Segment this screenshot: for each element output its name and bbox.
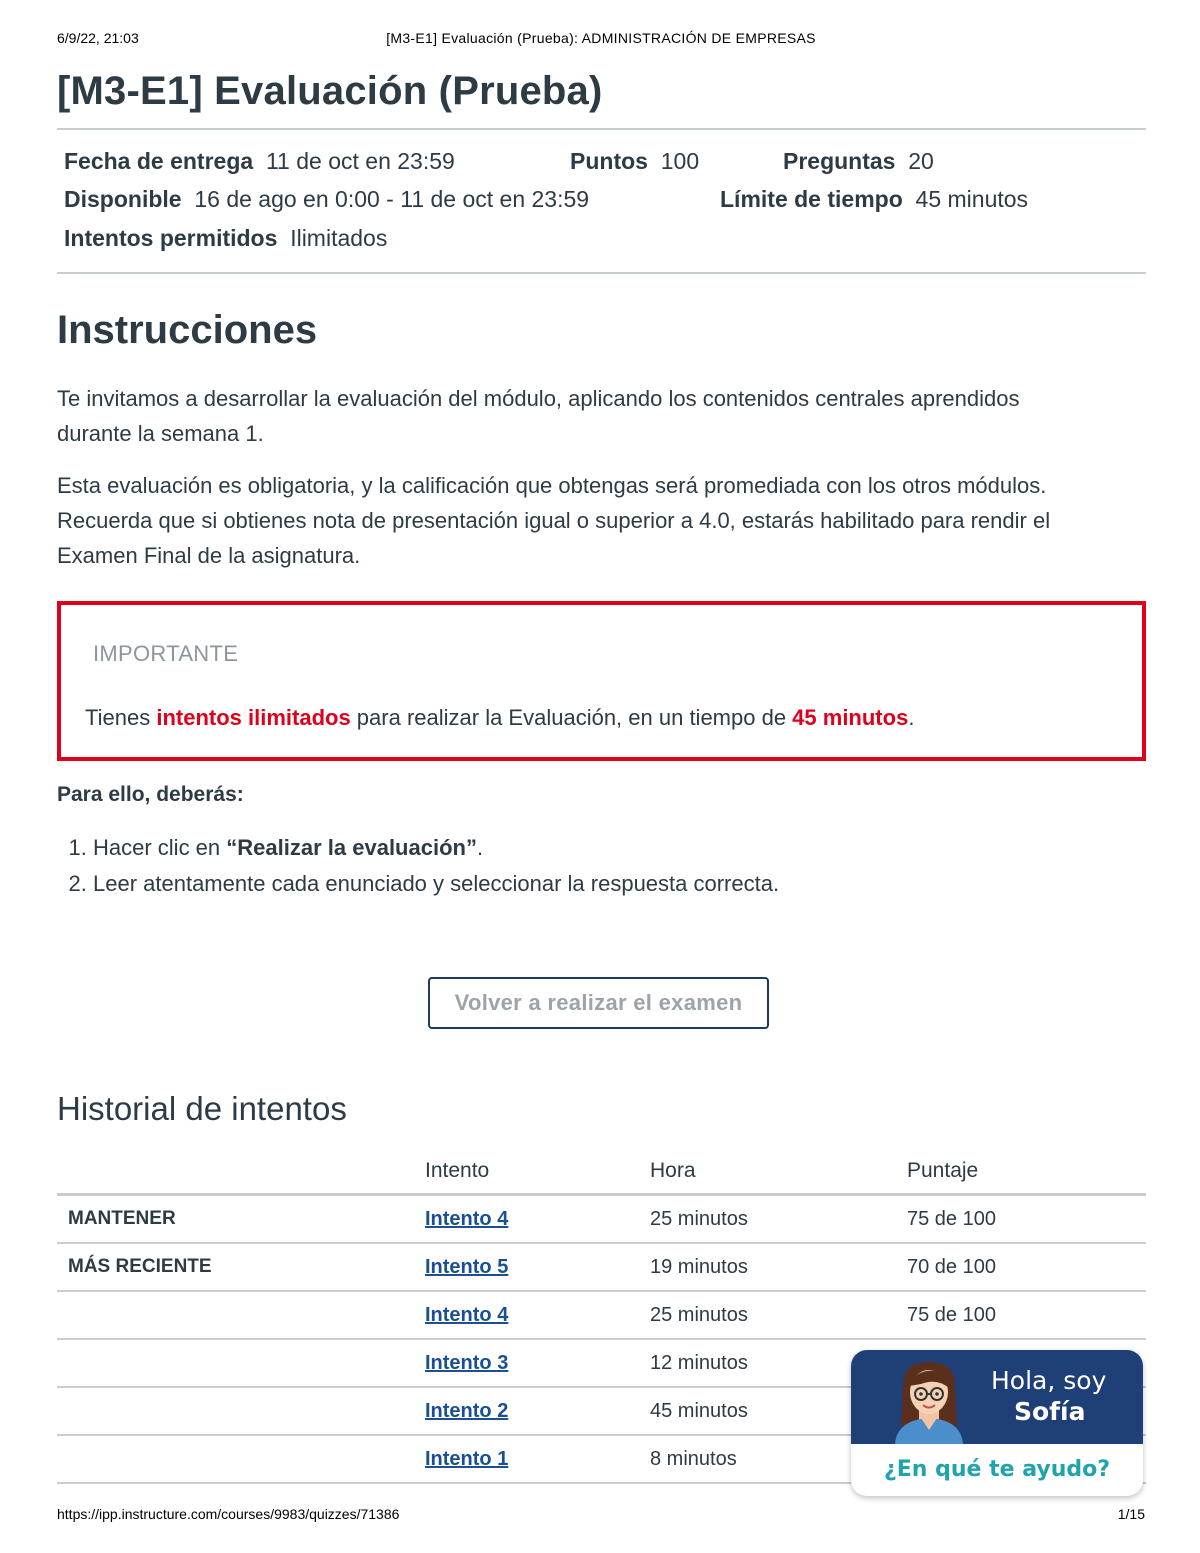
attempts-label: Intentos permitidos <box>64 225 278 251</box>
time-cell: 45 minutos <box>650 1387 907 1435</box>
time-cell: 19 minutos <box>650 1243 907 1291</box>
due-date <box>64 148 455 175</box>
list-item <box>93 830 779 866</box>
questions <box>783 148 934 175</box>
important-notice <box>57 601 1146 761</box>
attempt-cell <box>425 1339 650 1387</box>
due-label: Fecha de entrega <box>64 148 254 174</box>
paragraph-line: Examen Final de la asignatura. <box>57 543 361 568</box>
chat-help-prompt[interactable]: ¿En qué te ayudo? <box>884 1457 1110 1482</box>
questions-value: 20 <box>908 148 934 174</box>
attempts-value: Ilimitados <box>290 225 388 251</box>
steps-intro: Para ello, deberás: <box>57 783 244 806</box>
points-value: 100 <box>660 148 700 174</box>
quiz-details <box>57 130 1146 272</box>
column-header: Hora <box>650 1149 907 1195</box>
attempt-history-heading: Historial de intentos <box>57 1090 347 1127</box>
paragraph-line: Recuerda que si obtienes nota de presentación igual o superior a 4.0, estarás habilitado para rendir el <box>57 508 1051 533</box>
important-highlight-time: 45 minutos <box>792 705 909 730</box>
assistant-avatar-icon <box>881 1356 981 1444</box>
chat-greeting: Hola, soy <box>991 1366 1107 1395</box>
time-cell: 25 minutos <box>650 1195 907 1244</box>
points-label: Puntos <box>570 148 648 174</box>
available-label: Disponible <box>64 186 182 212</box>
row-label <box>57 1435 425 1483</box>
questions-label: Preguntas <box>783 148 896 174</box>
table-row <box>57 1195 1146 1244</box>
paragraph-line: Te invitamos a desarrollar la evaluación del módulo, aplicando los contenidos centrales aprendidos <box>57 386 1020 411</box>
attempt-link[interactable]: Intento 1 <box>425 1447 509 1470</box>
instructions-heading: Instrucciones <box>57 308 318 352</box>
print-url: https://ipp.instructure.com/courses/9983/quizzes/71386 <box>57 1506 400 1522</box>
due-value: 11 de oct en 23:59 <box>265 148 455 174</box>
print-datetime: 6/9/22, 21:03 <box>57 30 139 46</box>
column-header <box>57 1149 425 1195</box>
step-emphasis: “Realizar la evaluación” <box>226 835 477 860</box>
attempt-cell <box>425 1291 650 1339</box>
instructions-paragraph-1 <box>57 381 1146 451</box>
attempt-cell <box>425 1195 650 1244</box>
time-cell: 8 minutos <box>650 1435 907 1483</box>
attempt-cell <box>425 1387 650 1435</box>
allowed-attempts <box>64 225 387 252</box>
important-label: IMPORTANTE <box>93 641 239 666</box>
table-header-row <box>57 1149 1146 1195</box>
assistant-name: Sofía <box>1014 1397 1086 1426</box>
page-number: 1/15 <box>1117 1506 1145 1522</box>
attempt-link[interactable]: Intento 4 <box>425 1303 509 1326</box>
important-text-part: Tienes <box>85 705 157 730</box>
row-label <box>57 1387 425 1435</box>
attempt-cell <box>425 1435 650 1483</box>
available-value: 16 de ago en 0:00 - 11 de oct en 23:59 <box>194 186 590 212</box>
row-label: MÁS RECIENTE <box>57 1243 425 1291</box>
attempt-link[interactable]: Intento 3 <box>425 1351 509 1374</box>
column-header: Intento <box>425 1149 650 1195</box>
time-cell: 25 minutos <box>650 1291 907 1339</box>
table-row <box>57 1243 1146 1291</box>
attempt-link[interactable]: Intento 5 <box>425 1255 509 1278</box>
row-label: MANTENER <box>57 1195 425 1244</box>
divider <box>57 272 1146 274</box>
points <box>570 148 699 175</box>
availability <box>64 186 589 213</box>
list-item: 2. Leer atentamente cada enunciado y seleccionar la respuesta correcta. <box>93 866 779 902</box>
score-cell: 70 de 100 <box>907 1243 1146 1291</box>
time-limit <box>720 186 1028 213</box>
print-header <box>57 30 1145 50</box>
paragraph-line: durante la semana 1. <box>57 421 264 446</box>
attempt-cell <box>425 1243 650 1291</box>
page-title: [M3-E1] Evaluación (Prueba) <box>57 69 603 113</box>
step-text: . <box>476 835 484 860</box>
time-limit-value: 45 minutos <box>915 186 1029 212</box>
score-cell: 75 de 100 <box>907 1291 1146 1339</box>
important-highlight-attempts: intentos ilimitados <box>156 705 351 730</box>
column-header: Puntaje <box>907 1149 1146 1195</box>
row-label <box>57 1291 425 1339</box>
table-row <box>57 1291 1146 1339</box>
steps-list <box>57 830 779 902</box>
important-text-part: para realizar la Evaluación, en un tiempo de <box>350 705 793 730</box>
attempt-link[interactable]: Intento 4 <box>425 1207 509 1230</box>
attempt-link[interactable]: Intento 2 <box>425 1399 509 1422</box>
paragraph-line: Esta evaluación es obligatoria, y la calificación que obtengas será promediada con los otros módulos. <box>57 473 1047 498</box>
retake-quiz-button[interactable]: Volver a realizar el examen <box>428 977 769 1029</box>
print-footer <box>57 1506 1145 1526</box>
instructions-paragraph-2 <box>57 468 1146 573</box>
print-page-title: [M3-E1] Evaluación (Prueba): ADMINISTRACIÓN DE EMPRESAS <box>386 30 816 46</box>
time-cell: 12 minutos <box>650 1339 907 1387</box>
important-text <box>85 705 914 731</box>
step-text: Hacer clic en <box>93 835 227 860</box>
chat-assistant-widget[interactable] <box>851 1350 1143 1496</box>
row-label <box>57 1339 425 1387</box>
important-text-part: . <box>908 705 915 730</box>
score-cell: 75 de 100 <box>907 1195 1146 1244</box>
time-limit-label: Límite de tiempo <box>720 186 903 212</box>
